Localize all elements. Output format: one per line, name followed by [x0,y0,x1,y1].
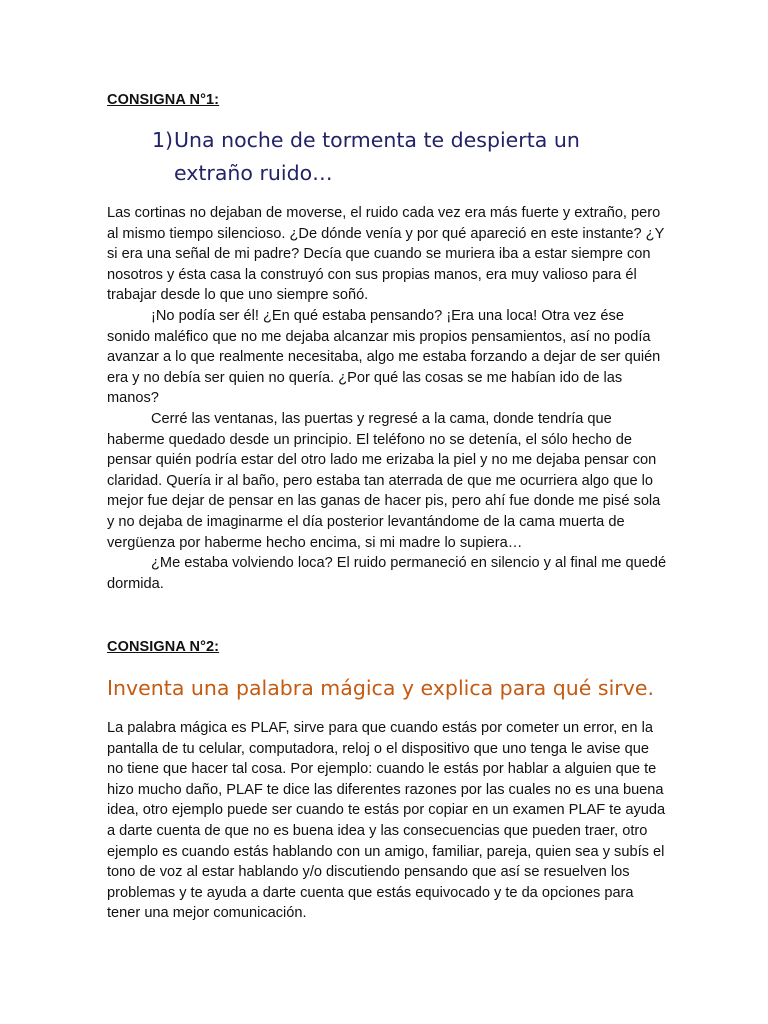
prompt-text: Una noche de tormenta te despierta un extraño ruido… [174,128,580,185]
consigna-2-prompt: Inventa una palabra mágica y explica para qué sirve. [107,676,654,700]
consigna-1-prompt [152,124,652,190]
answer-text [107,718,667,924]
prompt-number: 1) [152,128,174,152]
story-paragraph: Cerré las ventanas, las puertas y regresé a la cama, donde tendría que haberme quedado desde un principio. El teléfono no se detenía, el sólo hecho de pensar quién podría estar del otro lado me erizaba la piel y no me dejaba pensar con claridad. Quería ir al baño, pero estaba tan aterrada de que me ocurriera algo que lo mejor fue dejar de pensar en las ganas de hacer pis, pero ahí fue donde me pisé sola y no dejaba de imaginarme el día posterior levantándome de la cama muerta de vergüenza por haberme hecho encima, si mi madre lo supiera… [107,410,661,551]
consigna-1-heading: CONSIGNA N°1: [107,92,220,108]
story-paragraph: Las cortinas no dejaban de moverse, el ruido cada vez era más fuerte y extraño, pero al mismo tiempo silencioso. ¿De dónde venía y por qué apareció en este instante? ¿Y si era una señal de mi padre? Decía que cuando se muriera iba a estar siempre con nosotros y ésta casa la construyó con sus propias manos, era muy valioso para él trabajar desde lo que uno siempre soñó. [107,205,665,304]
answer-paragraph: La palabra mágica es PLAF, sirve para que cuando estás por cometer un error, en la pantalla de tu celular, computadora, reloj o el dispositivo que uno tenga le avise que no tiene que hacer tal cosa. Por ejemplo: cuando le estás por hablar a alguien que te hizo mucho daño, PLAF te dice las diferentes razones por las cuales no es una buena idea, otro ejemplo puede ser cuando te estás por copiar en un examen PLAF te ayuda a darte cuenta de que no es buena idea y las consecuencias que pueden traer, otro ejemplo es cuando estás hablando con un amigo, familiar, pareja, quien sea y subís el tono de voz al estar hablando y/o discutiendo pensando que así se resuelven los problemas y te ayuda a darte cuenta que estás equivocado y te da opciones para tener una mejor comunicación. [107,720,666,922]
story-text [107,203,667,594]
story-paragraph: ¿Me estaba volviendo loca? El ruido permaneció en silencio y al final me quedé dormida. [107,555,667,592]
story-paragraph: ¡No podía ser él! ¿En qué estaba pensando? ¡Era una loca! Otra vez ése sonido maléfico que no me dejaba alcanzar mis propios pensamientos, así no podía avanzar a lo que realmente necesitaba, algo me estaba forzando a dejar de ser quién era y no debía ser quien no quería. ¿Por qué las cosas se me habían ido de las manos? [107,307,661,407]
consigna-2-heading: CONSIGNA N°2: [107,639,220,655]
